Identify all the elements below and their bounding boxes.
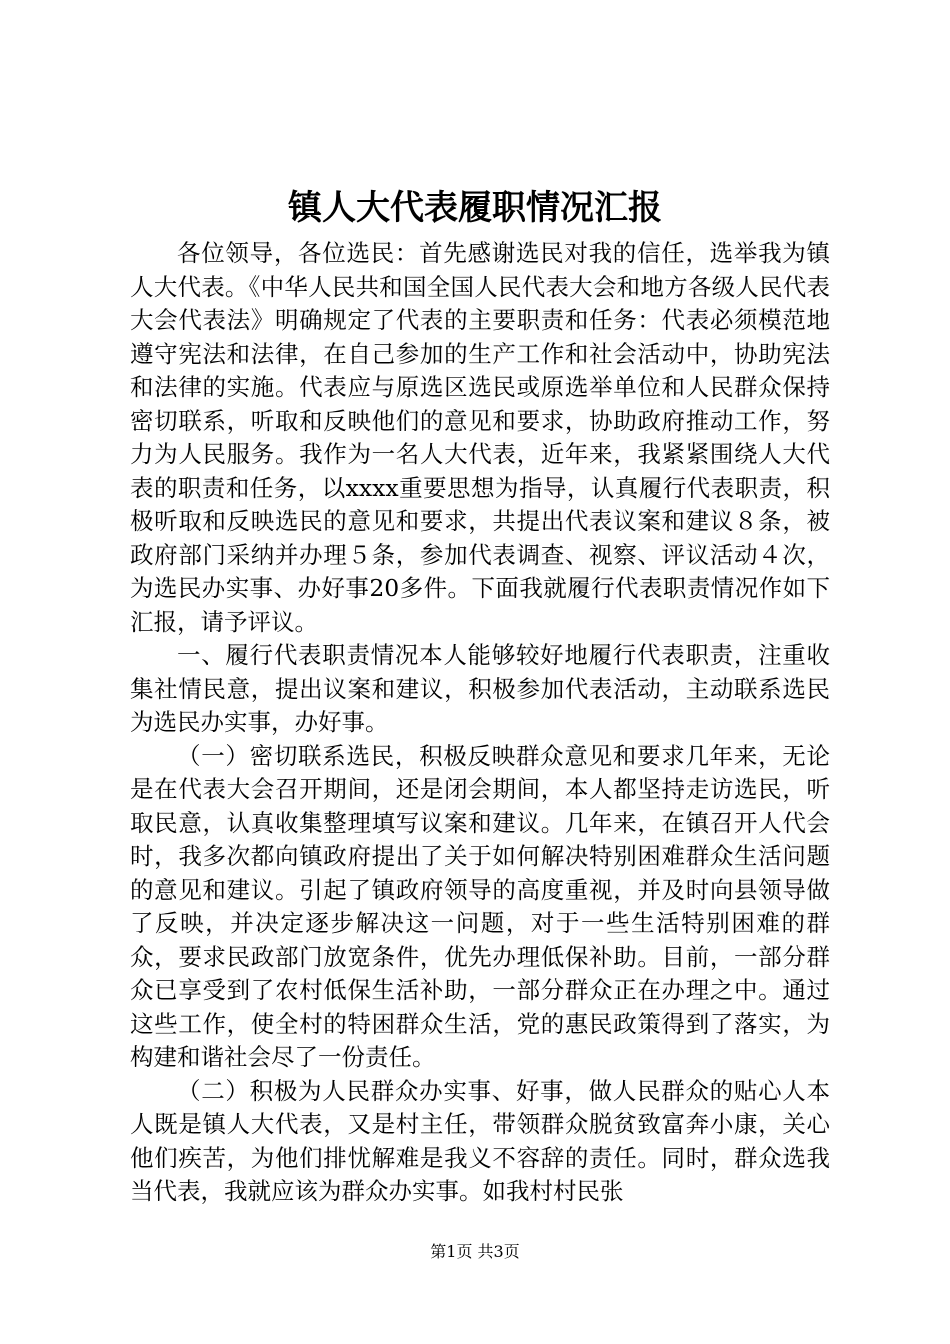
paragraph-subsection-two: （二）积极为人民群众办实事、好事，做人民群众的贴心人本人既是镇人大代表，又是村主任，带领群众脱贫致富奔小康，关心他们疾苦，为他们排忧解难是我义不容辞的责任。同时，群众选我当代表，我就应该为群众办实事。如我村村民张: [130, 1076, 830, 1205]
paragraph-subsection-one: （一）密切联系选民，积极反映群众意见和要求几年来，无论是在代表大会召开期间，还是闭会期间，本人都坚持走访选民，听取民意，认真收集整理填写议案和建议。几年来，在镇召开人代会时，我多次都向镇政府提出了关于如何解决特别困难群众生活问题的意见和建议。引起了镇政府领导的高度重视，并及时向县领导做了反映，并决定逐步解决这一问题，对于一些生活特别困难的群众，要求民政部门放宽条件，优先办理低保补助。目前，一部分群众已享受到了农村低保生活补助，一部分群众正在办理之中。通过这些工作，使全村的特困群众生活，党的惠民政策得到了落实，为构建和谐社会尽了一份责任。: [130, 741, 830, 1071]
page-footer: 第1页 共3页: [430, 1242, 520, 1261]
paragraph-intro: 各位领导，各位选民：首先感谢选民对我的信任，选举我为镇人大代表。《中华人民共和国全国人民代表大会和地方各级人民代表大会代表法》明确规定了代表的主要职责和任务：代表必须模范地遵守宪法和法律，在自己参加的生产工作和社会活动中，协助宪法和法律的实施。代表应与原选区选民或原选举单位和人民群众保持密切联系，听取和反映他们的意见和要求，协助政府推动工作，努力为人民服务。我作为一名人大代表，近年来，我紧紧围绕人大代表的职责和任务，以xxxx重要思想为指导，认真履行代表职责，积极听取和反映选民的意见和要求，共提出代表议案和建议８条，被政府部门采纳并办理５条，参加代表调查、视察、评议活动４次，为选民办实事、办好事20多件。下面我就履行代表职责情况作如下汇报，请予评议。: [130, 239, 830, 636]
document-body: [130, 237, 830, 1209]
document-title: 镇人大代表履职情况汇报: [288, 188, 662, 228]
paragraph-section-one: 一、履行代表职责情况本人能够较好地履行代表职责，注重收集社情民意，提出议案和建议，积极参加代表活动，主动联系选民为选民办实事，办好事。: [130, 641, 830, 736]
